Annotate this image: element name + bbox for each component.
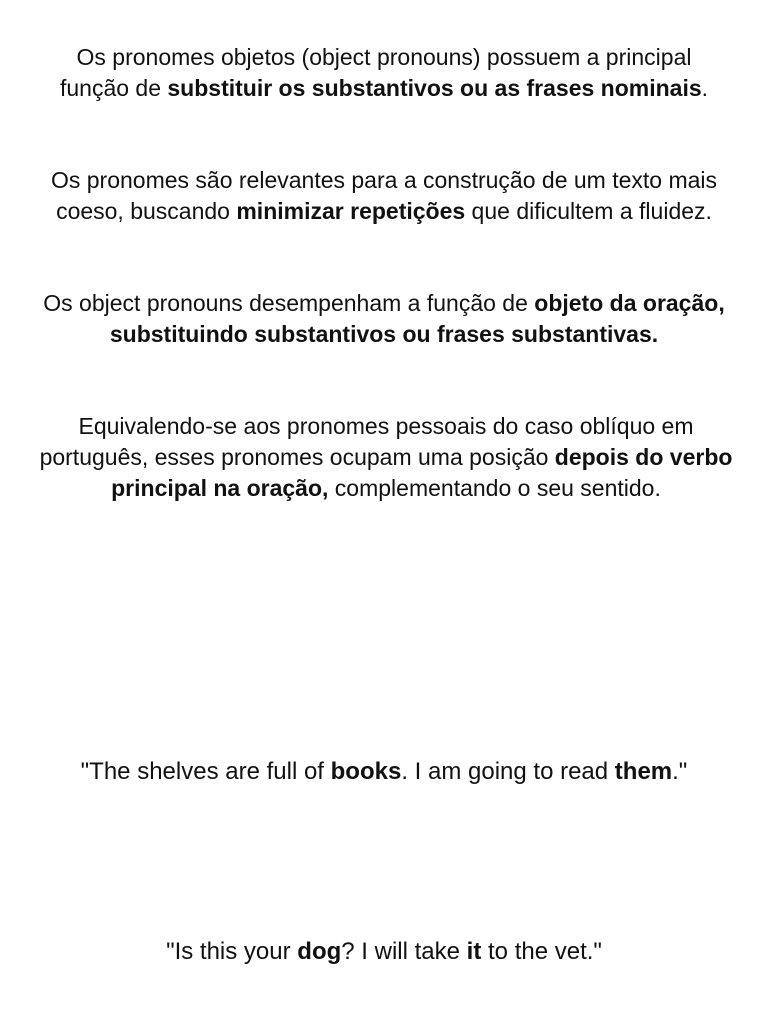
emphasis-text: substituir os substantivos ou as frases nominais — [167, 75, 702, 101]
example-sentence-books — [0, 756, 768, 788]
text: complementando o seu sentido. — [328, 475, 661, 501]
emphasis-pronoun: it — [466, 938, 482, 965]
emphasis-text: depois do verbo principal na oração, — [111, 444, 733, 501]
paragraph-object-pronouns-function — [40, 42, 728, 104]
emphasis-text: objeto da oração, substituindo substantivos ou frases substantivas. — [109, 290, 725, 347]
text: Os object pronouns desempenham a função de — [43, 290, 535, 316]
text: ." — [672, 758, 688, 785]
text: que dificultem a fluidez. — [465, 198, 712, 224]
emphasis-noun: dog — [297, 938, 342, 965]
text: "Is this your — [166, 938, 298, 965]
text: . — [701, 75, 709, 101]
text: Os pronomes objetos (object pronouns) possuem a principal função de — [59, 44, 692, 101]
emphasis-noun: books — [330, 758, 402, 785]
text: Os pronomes são relevantes para a construção de um texto mais coeso, buscando — [50, 167, 718, 224]
example-sentence-dog — [0, 936, 768, 968]
text: ? I will take — [341, 938, 467, 965]
emphasis-text: minimizar repetições — [236, 198, 466, 224]
text: Equivalendo-se aos pronomes pessoais do caso oblíquo em português, esses pronomes ocupam uma posição — [39, 413, 694, 470]
text: . I am going to read — [401, 758, 615, 785]
paragraph-position-after-verb — [34, 411, 738, 504]
text: to the vet." — [481, 938, 602, 965]
paragraph-pronoun-relevance — [40, 165, 728, 227]
paragraph-object-role — [40, 288, 728, 350]
text: "The shelves are full of — [80, 758, 331, 785]
emphasis-pronoun: them — [614, 758, 673, 785]
